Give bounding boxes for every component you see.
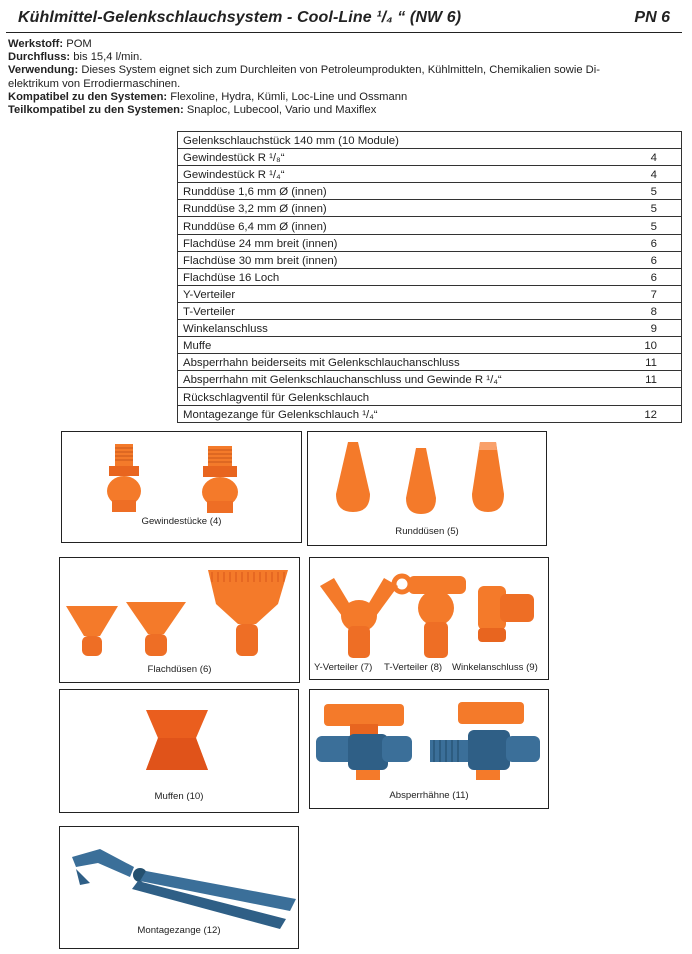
image-box-gewinde <box>61 431 302 543</box>
part-name: Rückschlagventil für Gelenkschlauch <box>178 388 613 405</box>
part-name: T-Verteiler <box>178 302 613 319</box>
image-box-muffen <box>59 689 299 813</box>
caption-muffen: Muffen (10) <box>154 791 204 802</box>
caption-winkel: Winkelanschluss (9) <box>452 662 538 673</box>
part-page: 4 <box>612 166 682 183</box>
partial-compat-line: Teilkompatibel zu den Systemen: Snaploc, Lubecool, Vario und Maxiflex <box>8 104 377 117</box>
parts-row <box>178 337 682 354</box>
part-name: Flachdüse 16 Loch <box>178 268 613 285</box>
part-page: 6 <box>612 268 682 285</box>
parts-row <box>178 285 682 302</box>
parts-row <box>178 371 682 388</box>
parts-row <box>178 320 682 337</box>
part-name: Winkelanschluss <box>178 320 613 337</box>
valve-1 <box>316 704 412 780</box>
parts-row <box>178 234 682 251</box>
caption-y: Y-Verteiler (7) <box>314 662 373 673</box>
page-header <box>6 6 682 33</box>
parts-row <box>178 268 682 285</box>
y-distributor <box>320 578 398 658</box>
part-page: 11 <box>612 371 682 388</box>
parts-row <box>178 354 682 371</box>
parts-row <box>178 405 682 422</box>
image-box-verteiler <box>309 557 549 680</box>
caption-flach: Flachdüsen (6) <box>147 664 212 675</box>
distributors-image <box>310 558 548 679</box>
part-page: 5 <box>612 200 682 217</box>
parts-row <box>178 200 682 217</box>
caption-absperr: Absperrhähne (11) <box>389 790 469 801</box>
t-distributor <box>394 576 466 658</box>
part-name: Flachdüse 30 mm breit (innen) <box>178 251 613 268</box>
valve-2 <box>430 702 540 780</box>
parts-table <box>177 131 682 423</box>
part-page: 5 <box>612 183 682 200</box>
caption-gewinde: Gewindestücke (4) <box>141 516 222 527</box>
image-box-absperr <box>309 689 549 809</box>
part-page: 9 <box>612 320 682 337</box>
part-page: 12 <box>612 405 682 422</box>
part-page: 4 <box>612 149 682 166</box>
part-page: 10 <box>612 337 682 354</box>
part-name: Gelenkschlauchstück 140 mm (10 Module) <box>178 132 613 149</box>
page-number: PN 6 <box>634 9 670 26</box>
part-name: Absperrhahn beiderseits mit Gelenkschlauchanschluss <box>178 354 613 371</box>
part-name: Montagezange für Gelenkschlauch ¹/₄“ <box>178 405 613 422</box>
part-name: Y-Verteiler <box>178 285 613 302</box>
elbow <box>478 586 534 642</box>
part-page: 6 <box>612 251 682 268</box>
image-box-flach <box>59 557 300 683</box>
image-box-zange <box>59 826 299 949</box>
product-info <box>8 38 684 117</box>
use-line-2: elektrikum von Errodiermaschinen. <box>8 77 181 90</box>
parts-row <box>178 183 682 200</box>
part-page: 6 <box>612 234 682 251</box>
parts-row <box>178 251 682 268</box>
image-box-rund <box>307 431 547 546</box>
part-page: 7 <box>612 285 682 302</box>
part-name: Gewindestück R ¹/₄“ <box>178 166 613 183</box>
parts-row <box>178 132 682 149</box>
parts-row <box>178 388 682 405</box>
part-page <box>612 132 682 149</box>
parts-row <box>178 149 682 166</box>
caption-rund: Runddüsen (5) <box>395 526 459 537</box>
parts-row <box>178 217 682 234</box>
part-page <box>612 388 682 405</box>
page-title: Kühlmittel-Gelenkschlauchsystem - Cool-Line ¹/₄ “ (NW 6) <box>18 9 462 26</box>
parts-row <box>178 302 682 319</box>
part-name: Absperrhahn mit Gelenkschlauchanschluss und Gewinde R ¹/₄“ <box>178 371 613 388</box>
use-line: Verwendung: Dieses System eignet sich zum Durchleiten von Petroleumprodukten, Kühlmitteln, Chemikalien sowie Di- <box>8 64 600 77</box>
part-page: 5 <box>612 217 682 234</box>
compat-line: Kompatibel zu den Systemen: Flexoline, Hydra, Kümli, Loc-Line und Ossmann <box>8 90 408 103</box>
part-page: 11 <box>612 354 682 371</box>
part-name: Flachdüse 24 mm breit (innen) <box>178 234 613 251</box>
part-name: Muffe <box>178 337 613 354</box>
part-name: Runddüse 1,6 mm Ø (innen) <box>178 183 613 200</box>
caption-zange: Montagezange (12) <box>137 925 221 936</box>
parts-row <box>178 166 682 183</box>
caption-t: T-Verteiler (8) <box>384 662 443 673</box>
material-line: Werkstoff: POM <box>8 38 92 50</box>
part-name: Gewindestück R ¹/₈“ <box>178 149 613 166</box>
part-page: 8 <box>612 302 682 319</box>
part-name: Runddüse 6,4 mm Ø (innen) <box>178 217 613 234</box>
part-name: Runddüse 3,2 mm Ø (innen) <box>178 200 613 217</box>
flow-line: Durchfluss: bis 15,4 l/min. <box>8 51 143 64</box>
